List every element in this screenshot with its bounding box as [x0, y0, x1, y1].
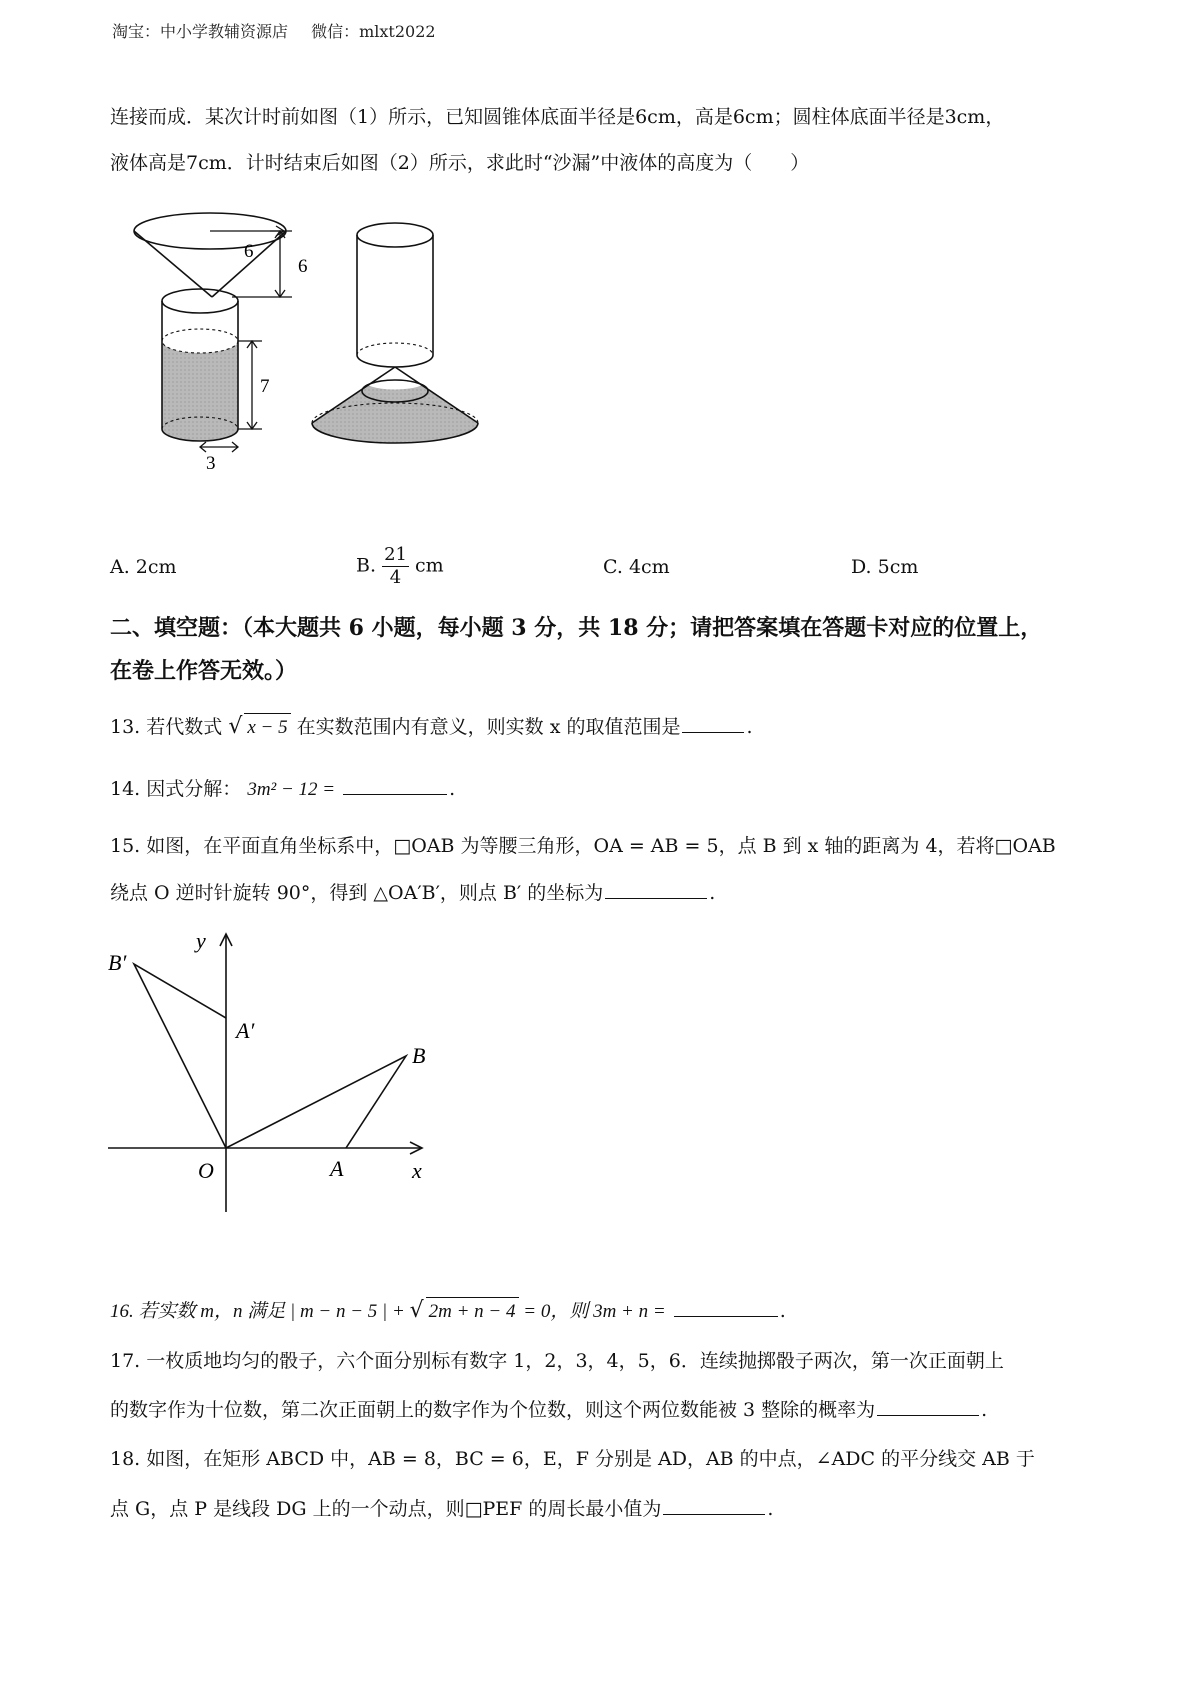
q17-line2-text: 的数字作为十位数，第二次正面朝上的数字作为个位数，则这个两位数能被 3 整除的概率为	[110, 1399, 876, 1421]
q16-end: .	[779, 1300, 786, 1322]
option-c: C. 4cm	[603, 556, 670, 578]
option-d: D. 5cm	[851, 556, 919, 578]
q13-answer-blank	[682, 712, 744, 733]
header-shop: 淘宝：中小学教辅资源店	[112, 22, 289, 41]
label-a-prime: A′	[236, 1018, 255, 1043]
q16: 16. 若实数 m，n 满足 | m − n − 5 | + √ 2m + n − 4 = 0，则 3m + n = .	[110, 1296, 786, 1326]
q14	[110, 774, 455, 804]
fig1-cone-height-dim	[232, 231, 292, 297]
q17-line1: 17. 一枚质地均匀的骰子，六个面分别标有数字 1，2，3，4，5，6．连续抛掷骰子两次，第一次正面朝上	[110, 1350, 1004, 1372]
option-a: A. 2cm	[110, 556, 177, 578]
coordinate-figure	[100, 920, 440, 1220]
fig1-radius-label: 6	[244, 241, 254, 262]
section2-heading-line1: 二、填空题：（本大题共 6 小题，每小题 3 分，共 18 分；请把答案填在答题卡对应的位置上，	[110, 615, 1043, 641]
q15-line2	[110, 878, 715, 907]
label-o: O	[198, 1158, 214, 1183]
q13: 13. 若代数式 √ x − 5 在实数范围内有意义，则实数 x 的取值范围是 .	[110, 712, 753, 742]
q18-answer-blank	[663, 1494, 765, 1515]
q13-post: 在实数范围内有意义，则实数 x 的取值范围是	[296, 716, 681, 738]
option-b-fraction	[382, 544, 409, 589]
header-wechat: 微信：mlxt2022	[311, 22, 436, 41]
q15-end: .	[709, 882, 716, 904]
section2-heading-line2: 在卷上作答无效。）	[110, 658, 298, 684]
page-header	[112, 19, 436, 42]
option-b-unit: cm	[415, 554, 444, 577]
option-b-denominator: 4	[389, 567, 402, 588]
q18-line2-text: 点 G，点 P 是线段 DG 上的一个动点，则□PEF 的周长最小值为	[110, 1498, 662, 1520]
q16-radicand: 2m + n − 4	[426, 1297, 519, 1326]
fig1-cylinder	[162, 289, 238, 441]
fig1-cyl-radius-label: 3	[206, 453, 216, 474]
fig1-liquid-height-dim	[238, 341, 262, 429]
option-b	[356, 544, 444, 589]
q15-answer-blank	[605, 878, 707, 899]
fig1-liquid-label: 7	[260, 376, 270, 397]
q14-pre: 14. 因式分解：	[110, 778, 242, 800]
label-b: B	[412, 1043, 426, 1068]
q15-line1: 15. 如图，在平面直角坐标系中，□OAB 为等腰三角形，OA = AB = 5，点 B 到 x 轴的距离为 4，若将□OAB	[110, 835, 1056, 857]
label-y: y	[196, 928, 206, 953]
label-x: x	[412, 1158, 422, 1183]
q15-line2-text: 绕点 O 逆时针旋转 90°，得到 △OA′B′，则点 B′ 的坐标为	[110, 882, 604, 904]
q14-answer-blank	[343, 774, 447, 795]
q16-pre: 16. 若实数 m，n 满足 | m − n − 5 | +	[110, 1301, 410, 1322]
q14-end: .	[449, 778, 456, 800]
hourglass-figure	[120, 205, 540, 525]
label-b-prime: B′	[108, 950, 127, 975]
q13-pre: 13. 若代数式	[110, 716, 223, 738]
q12-line1: 连接而成．某次计时前如图（1）所示，已知圆锥体底面半径是6cm，高是6cm；圆柱体底面半径是3cm，	[110, 106, 1005, 128]
option-b-prefix: B.	[356, 554, 377, 577]
fig1-cyl-radius-arrow	[200, 442, 238, 452]
q12-line2: 液体高是7cm．计时结束后如图（2）所示，求此时“沙漏”中液体的高度为（ ）	[110, 152, 810, 174]
q13-end: .	[746, 716, 753, 738]
q14-expr: 3m² − 12 =	[247, 779, 336, 800]
q18-line1: 18. 如图，在矩形 ABCD 中，AB = 8，BC = 6，E，F 分别是 AD，AB 的中点，∠ADC 的平分线交 AB 于	[110, 1448, 1035, 1470]
label-a: A	[330, 1156, 344, 1181]
q18-line2	[110, 1494, 773, 1523]
fig2-cylinder	[357, 223, 433, 367]
fig2-cone	[312, 367, 478, 443]
fig1-cone	[134, 213, 286, 297]
triangle-oab	[226, 1056, 406, 1148]
triangle-oa-prime-b-prime	[134, 964, 226, 1148]
q16-mid: = 0，则 3m + n =	[518, 1301, 666, 1322]
q17-answer-blank	[877, 1395, 979, 1416]
option-b-numerator: 21	[384, 544, 407, 565]
q17-line2	[110, 1395, 987, 1424]
q13-radicand: x − 5	[244, 713, 290, 742]
fig1-height-label: 6	[298, 256, 308, 277]
q16-answer-blank	[674, 1296, 778, 1317]
q17-end: .	[981, 1399, 988, 1421]
q18-end: .	[767, 1498, 774, 1520]
